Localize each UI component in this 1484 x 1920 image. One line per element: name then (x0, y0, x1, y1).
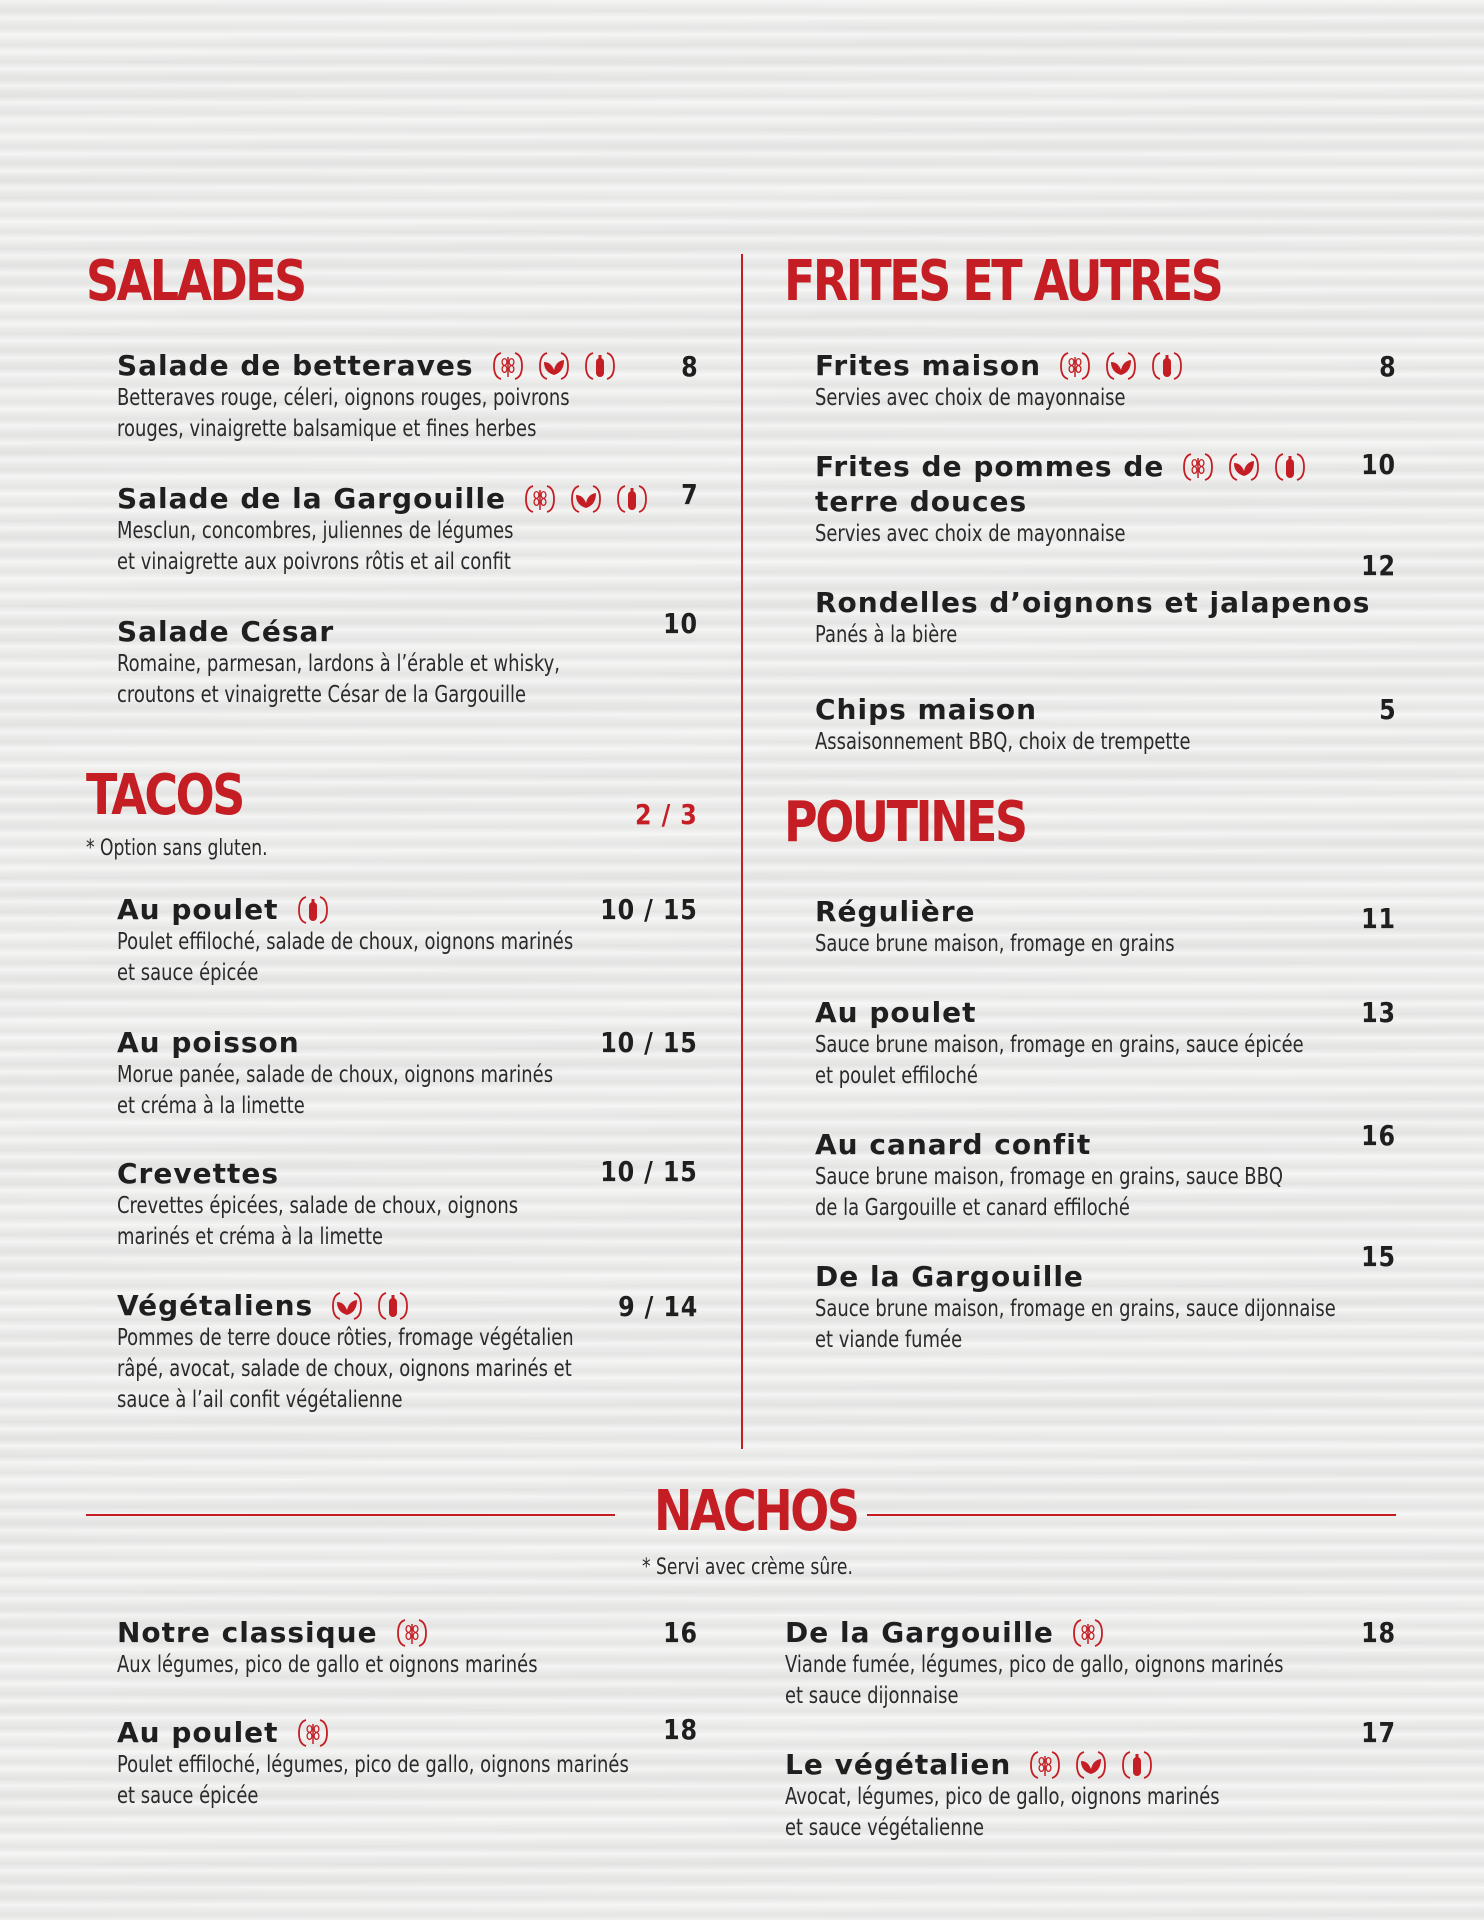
pepper-icon (373, 1290, 413, 1322)
item-name-line2: terre douces (815, 485, 1028, 518)
leaf-icon (534, 350, 574, 382)
menu-item (117, 481, 697, 578)
item-description: Avocat, légumes, pico de gallo, oignons marinés et sauce végétalienne (785, 1784, 1220, 1841)
item-description: Sauce brune maison, fromage en grains, sauce épicée et poulet effiloché (815, 1032, 1304, 1089)
tacos-count: 2 / 3 (635, 798, 698, 831)
item-price: 10 / 15 (600, 893, 698, 926)
item-price: 17 (1361, 1716, 1396, 1749)
item-description: Sauce brune maison, fromage en grains (815, 931, 1175, 957)
nachos-rule-right (867, 1514, 1396, 1516)
leaf-icon (1101, 350, 1141, 382)
section-title-salades: SALADES (86, 249, 305, 314)
leaf-icon (1071, 1749, 1111, 1781)
pepper-icon (1147, 350, 1187, 382)
item-price: 8 (680, 350, 698, 383)
item-name: De la Gargouille (785, 1616, 1054, 1649)
menu-item (815, 1259, 1455, 1356)
item-name: Au canard confit (815, 1128, 1092, 1161)
item-description: Sauce brune maison, fromage en grains, sauce BBQ de la Gargouille et canard effiloché (815, 1164, 1284, 1221)
pepper-icon (580, 350, 620, 382)
leaf-icon (566, 483, 606, 515)
item-price: 18 (663, 1713, 698, 1746)
pepper-icon (612, 483, 652, 515)
item-name: Au poulet (117, 1716, 279, 1749)
wheat-icon (520, 483, 560, 515)
nachos-note: * Servi avec crème sûre. (642, 1555, 853, 1580)
menu-item (815, 692, 1415, 758)
pepper-icon (293, 894, 333, 926)
menu-item (815, 585, 1415, 651)
pepper-icon (1117, 1749, 1157, 1781)
leaf-icon (1224, 451, 1264, 483)
item-description: Servies avec choix de mayonnaise (815, 385, 1126, 411)
item-name: Au poulet (815, 996, 977, 1029)
menu-item (815, 1127, 1435, 1224)
item-name: Salade de la Gargouille (117, 482, 507, 515)
item-name: De la Gargouille (815, 1260, 1084, 1293)
wheat-icon (1068, 1617, 1108, 1649)
section-title-tacos: TACOS (86, 763, 243, 828)
menu-item (117, 1715, 737, 1812)
item-name: Régulière (815, 895, 976, 928)
item-price: 9 / 14 (617, 1290, 698, 1323)
wheat-icon (1055, 350, 1095, 382)
column-divider (741, 254, 743, 1449)
tacos-note: * Option sans gluten. (86, 836, 268, 861)
item-name: Au poulet (117, 893, 279, 926)
item-name: Frites maison (815, 349, 1042, 382)
item-description: Sauce brune maison, fromage en grains, sauce dijonnaise et viande fumée (815, 1296, 1336, 1353)
item-description: Morue panée, salade de choux, oignons marinés et créma à la limette (117, 1062, 554, 1119)
item-price: 13 (1361, 996, 1396, 1029)
item-price: 16 (663, 1616, 698, 1649)
leaf-icon (327, 1290, 367, 1322)
item-price: 11 (1361, 902, 1396, 935)
wheat-icon (1178, 451, 1218, 483)
section-title-frites: FRITES ET AUTRES (784, 249, 1222, 314)
item-name: Le végétalien (785, 1748, 1012, 1781)
item-price: 7 (680, 478, 698, 511)
item-description: Pommes de terre douce rôties, fromage végétalien râpé, avocat, salade de choux, oignons marinés et sauce à l’ail confit végétalienne (117, 1325, 574, 1413)
wheat-icon (392, 1617, 432, 1649)
menu-item (785, 1615, 1405, 1712)
section-title-poutines: POUTINES (784, 790, 1026, 855)
wheat-icon (1025, 1749, 1065, 1781)
menu-item (815, 348, 1415, 414)
menu-item (785, 1747, 1405, 1844)
item-description: Servies avec choix de mayonnaise (815, 521, 1126, 547)
item-name: Salade de betteraves (117, 349, 474, 382)
item-price: 16 (1361, 1119, 1396, 1152)
section-title-nachos: NACHOS (654, 1479, 858, 1544)
item-description: Mesclun, concombres, juliennes de légumes et vinaigrette aux poivrons rôtis et ail confit (117, 518, 514, 575)
menu-item (117, 1615, 737, 1681)
item-description: Viande fumée, légumes, pico de gallo, oignons marinés et sauce dijonnaise (785, 1652, 1284, 1709)
item-name: Notre classique (117, 1616, 378, 1649)
menu-item (117, 348, 697, 445)
wheat-icon (293, 1717, 333, 1749)
pepper-icon (1270, 451, 1310, 483)
item-name: Chips maison (815, 693, 1038, 726)
item-price: 10 (663, 607, 698, 640)
item-name: Rondelles d’oignons et jalapenos (815, 586, 1371, 619)
item-price: 5 (1378, 693, 1396, 726)
menu-item (815, 995, 1435, 1092)
menu-item (117, 614, 697, 711)
menu-item (117, 1288, 697, 1416)
item-price: 18 (1361, 1616, 1396, 1649)
item-price: 10 (1361, 448, 1396, 481)
item-description: Betteraves rouge, céleri, oignons rouges, poivrons rouges, vinaigrette balsamique et fines herbes (117, 385, 570, 442)
menu-item (815, 894, 1435, 960)
item-name: Frites de pommes de (815, 450, 1165, 483)
item-price: 15 (1361, 1240, 1396, 1273)
item-name: Salade César (117, 615, 335, 648)
item-description: Assaisonnement BBQ, choix de trempette (815, 729, 1191, 755)
item-price: 12 (1361, 549, 1396, 582)
item-description: Poulet effiloché, légumes, pico de gallo, oignons marinés et sauce épicée (117, 1752, 629, 1809)
item-description: Romaine, parmesan, lardons à l’érable et whisky, croutons et vinaigrette César de la Gargouille (117, 651, 560, 708)
menu-item (815, 449, 1415, 550)
item-price: 8 (1378, 350, 1396, 383)
item-name: Végétaliens (117, 1289, 314, 1322)
item-price: 10 / 15 (600, 1155, 698, 1188)
nachos-rule-left (86, 1514, 615, 1516)
item-price: 10 / 15 (600, 1026, 698, 1059)
item-description: Panés à la bière (815, 622, 958, 648)
item-description: Aux légumes, pico de gallo et oignons marinés (117, 1652, 538, 1678)
item-name: Au poisson (117, 1026, 300, 1059)
item-name: Crevettes (117, 1157, 280, 1190)
item-description: Poulet effiloché, salade de choux, oignons marinés et sauce épicée (117, 929, 574, 986)
item-description: Crevettes épicées, salade de choux, oignons marinés et créma à la limette (117, 1193, 519, 1250)
wheat-icon (488, 350, 528, 382)
